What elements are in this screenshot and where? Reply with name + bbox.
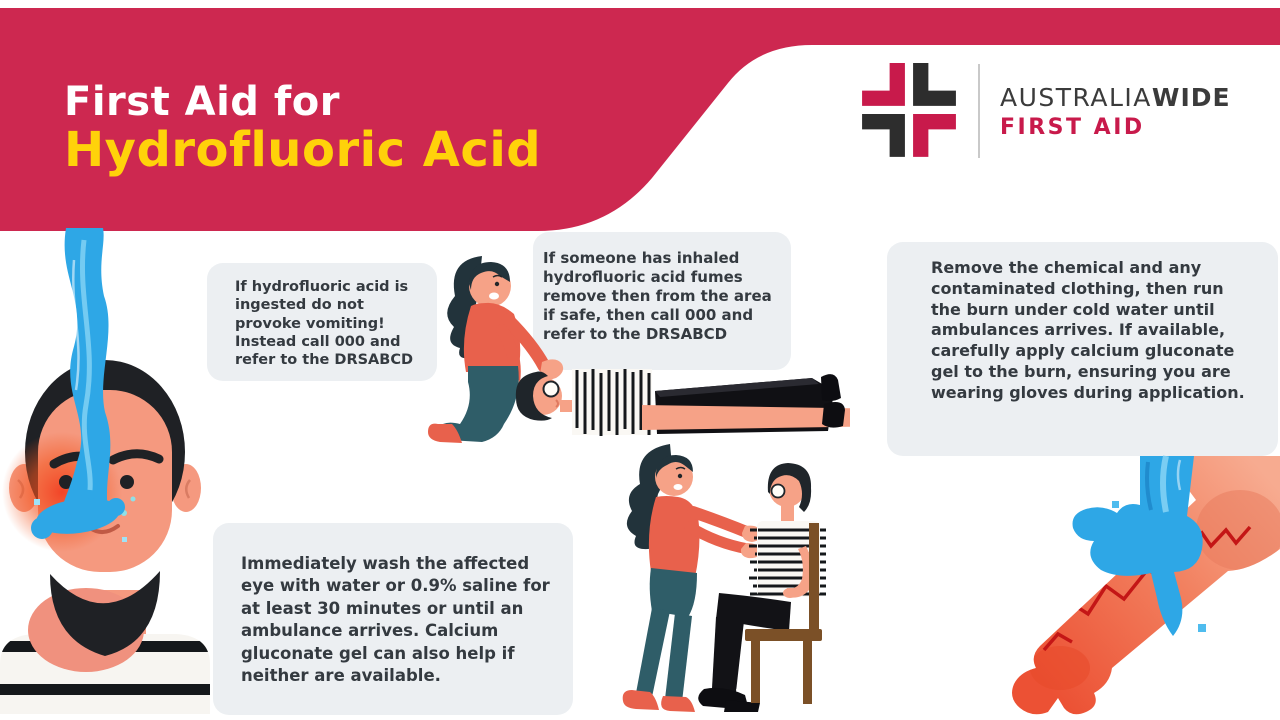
tip-eye-contact: Immediately wash the affected eye with water or 0.9% saline for at least 30 minutes or until an ambulance arrives. Calcium gluconate gel can also help if neither are available. — [213, 523, 573, 715]
acid-splash-on-face-illustration — [0, 228, 230, 720]
splash-dot — [1112, 501, 1119, 508]
burned-arm-illustration — [1000, 443, 1280, 720]
page-title-line1: First Aid for — [64, 79, 340, 125]
hand — [783, 588, 797, 598]
glasses — [544, 382, 559, 397]
chair-backrest — [809, 523, 819, 633]
eye — [495, 282, 499, 286]
brand-subtitle: FIRST AID — [1000, 114, 1145, 140]
glasses — [772, 485, 785, 498]
casualty-lying — [516, 369, 850, 436]
smile — [489, 293, 499, 300]
elbow-shade — [1196, 490, 1280, 570]
splash-dot — [122, 537, 127, 542]
first-aid-cross-icon — [858, 62, 960, 160]
cpr-recovery-illustration — [415, 250, 850, 445]
page-title-line2: Hydrofluoric Acid — [64, 122, 542, 178]
shoe — [822, 402, 845, 428]
chair-seat — [745, 629, 822, 641]
leg — [636, 608, 670, 697]
brand-logo — [858, 62, 1231, 160]
chair-front-leg — [751, 641, 760, 703]
water-highlight — [1163, 456, 1166, 512]
neck — [781, 505, 794, 522]
casualty-seated — [698, 463, 826, 712]
neck — [560, 400, 572, 412]
brand-name-regular: AUSTRALIA — [1000, 82, 1152, 112]
tip-inhalation: If someone has inhaled hydrofluoric acid fumes remove then from the area if safe, then call 000 and refer to the DRSABCD — [533, 232, 791, 370]
chair-back-leg — [803, 641, 812, 704]
brand-name-bold: WIDE — [1151, 82, 1231, 112]
eye — [678, 474, 682, 478]
splash-dot — [1198, 624, 1206, 632]
tip-ingestion: If hydrofluoric acid is ingested do not provoke vomiting! Instead call 000 and refer to the DRSABCD — [207, 263, 437, 381]
logo-divider — [978, 64, 980, 158]
shoe — [661, 696, 695, 712]
wrist-shade — [1030, 646, 1090, 690]
tip-skin-contact: Remove the chemical and any contaminated clothing, then run the burn under cold water until ambulances arrives. If available, carefully apply calcium gluconate gel to the burn, ensuring you are wearing gloves during application. — [887, 242, 1278, 456]
cross-piece-bottom-left — [862, 114, 905, 157]
cross-piece-top-left — [862, 63, 905, 106]
first-aider-standing — [623, 444, 763, 712]
brand-name — [1000, 83, 1231, 112]
cross-piece-top-right — [913, 63, 956, 106]
smile — [674, 484, 683, 490]
splash-dot — [34, 499, 40, 505]
cross-piece-bottom-right — [913, 114, 956, 157]
arm — [642, 405, 850, 430]
right-eye — [120, 475, 134, 489]
shoe — [821, 374, 841, 401]
droplet-speck — [131, 497, 136, 502]
leg — [665, 613, 692, 702]
casualty-consult-illustration — [598, 438, 873, 718]
shin — [712, 617, 744, 692]
shoe — [623, 690, 659, 710]
